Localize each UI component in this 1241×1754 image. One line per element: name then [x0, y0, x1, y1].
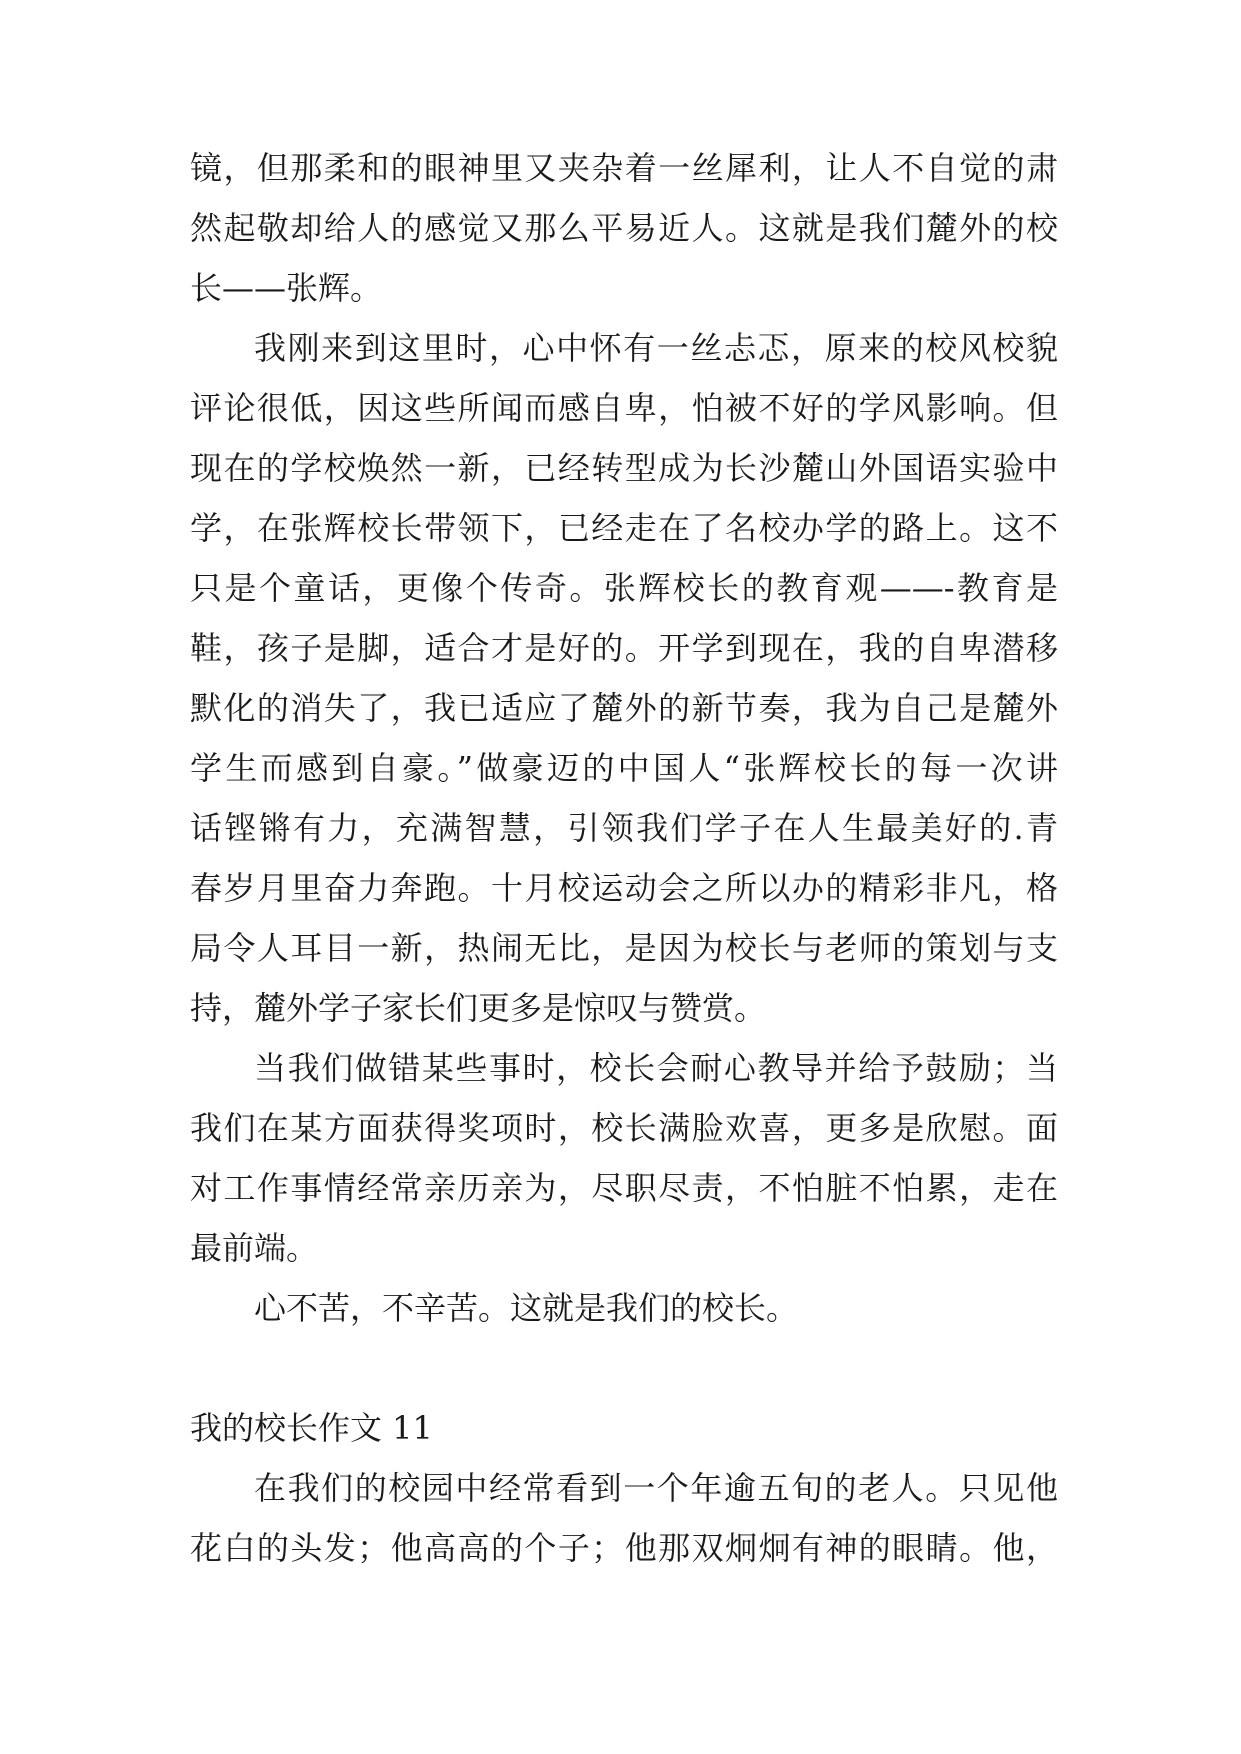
text-line: 鞋，孩子是脚，适合才是好的。开学到现在，我的自卑潜移 [190, 629, 1058, 667]
section-gap [190, 1338, 1058, 1398]
text-line: 持，麓外学子家长们更多是惊叹与赞赏。 [190, 989, 767, 1027]
text-line: 长——张辉。 [190, 269, 383, 307]
text-line: 然起敬却给人的感觉又那么平易近人。这就是我们麓外的校 [190, 209, 1058, 247]
text-line: 春岁月里奋力奔跑。十月校运动会之所以办的精彩非凡，格 [190, 869, 1058, 907]
paragraph-4 [190, 1278, 1058, 1338]
text-line: 对工作事情经常亲历亲为，尽职尽责，不怕脏不怕累，走在 [190, 1169, 1058, 1207]
text-line: 我刚来到这里时，心中怀有一丝忐忑，原来的校风校貌 [254, 329, 1058, 367]
text-line: 局令人耳目一新，热闹无比，是因为校长与老师的策划与支 [190, 929, 1058, 967]
text-line: 评论很低，因这些所闻而感自卑，怕被不好的学风影响。但 [190, 389, 1058, 427]
text-line: 最前端。 [190, 1229, 319, 1267]
text-line: 花白的头发；他高高的个子；他那双炯炯有神的眼睛。他， [190, 1529, 1058, 1567]
text-line: 学生而感到自豪。”做豪迈的中国人“张辉校长的每一次讲 [190, 749, 1058, 787]
text-line: 学，在张辉校长带领下，已经走在了名校办学的路上。这不 [190, 509, 1058, 547]
text-line: 默化的消失了，我已适应了麓外的新节奏，我为自己是麓外 [190, 689, 1058, 727]
text-line: 话铿锵有力，充满智慧，引领我们学子在人生最美好的.青 [190, 809, 1058, 847]
paragraph-5 [190, 1458, 1058, 1578]
paragraph-2 [190, 318, 1058, 1038]
text-line: 心不苦，不辛苦。这就是我们的校长。 [254, 1289, 799, 1327]
section-title: 我的校长作文 11 [190, 1409, 433, 1447]
document-body [190, 138, 1058, 1578]
text-line: 我们在某方面获得奖项时，校长满脸欢喜，更多是欣慰。面 [190, 1109, 1058, 1147]
paragraph-1 [190, 138, 1058, 318]
text-line: 只是个童话，更像个传奇。张辉校长的教育观——-教育是 [190, 569, 1058, 607]
text-line: 镜，但那柔和的眼神里又夹杂着一丝犀利，让人不自觉的肃 [190, 149, 1058, 187]
text-line: 当我们做错某些事时，校长会耐心教导并给予鼓励；当 [254, 1049, 1058, 1087]
text-line: 现在的学校焕然一新，已经转型成为长沙麓山外国语实验中 [190, 449, 1058, 487]
text-line: 在我们的校园中经常看到一个年逾五旬的老人。只见他 [254, 1469, 1058, 1507]
paragraph-3 [190, 1038, 1058, 1278]
